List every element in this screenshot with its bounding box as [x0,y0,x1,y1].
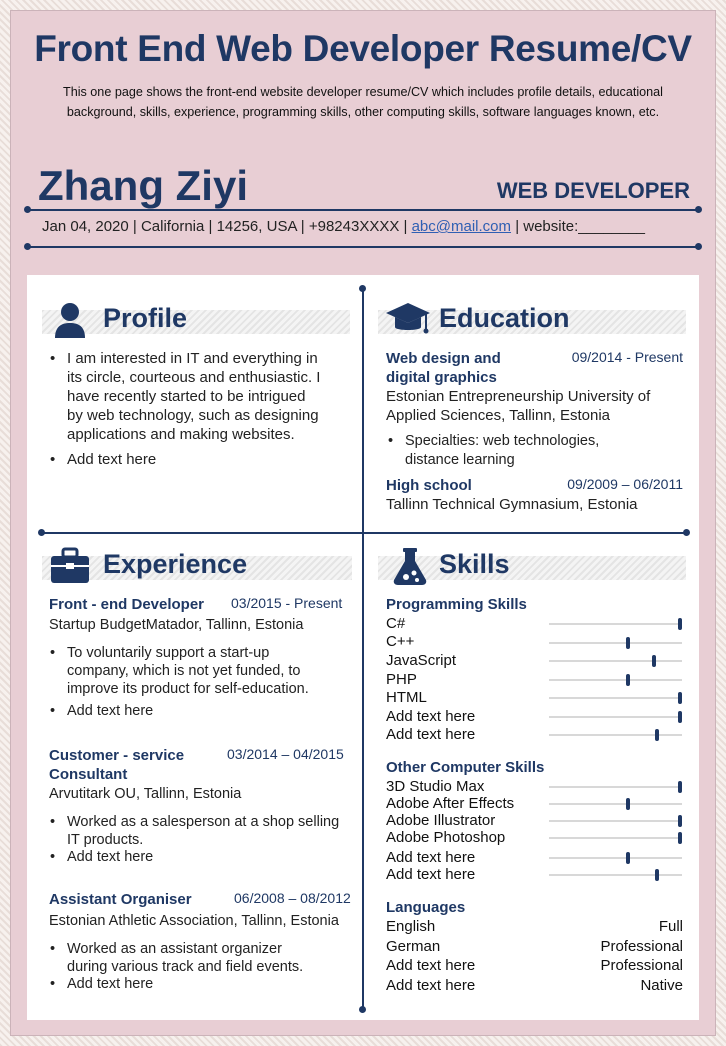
skill-level-slider [549,679,682,681]
experience-date: 03/2014 – 04/2015 [227,746,344,762]
divider-dot [695,206,702,213]
education-place-line: Applied Sciences, Tallinn, Estonia [386,407,611,424]
experience-bullet-line: IT products. [67,832,144,848]
section-band [42,310,350,334]
education-title-line: digital graphics [386,369,497,386]
graduation-cap-icon [384,300,432,340]
page-title: Front End Web Developer Resume/CV [34,28,692,69]
education-place: Tallinn Technical Gymnasium, Estonia [386,496,638,513]
skill-name: C++ [386,633,415,650]
skill-level-marker [678,692,682,704]
email-link[interactable]: abc@mail.com [411,218,512,235]
experience-bullet [48,813,339,849]
skills-heading: Skills [439,549,510,579]
experience-title-line: Consultant [49,766,128,783]
skill-level-slider [549,660,682,662]
experience-bullet-line: • Worked as a salesperson at a shop selling [67,814,340,830]
skill-level-slider [549,642,682,644]
language-level: Professional [600,938,683,955]
divider-dot [38,529,45,536]
page-subtitle [30,82,696,122]
candidate-name: Zhang Ziyi [38,162,248,209]
subtitle-line: This one page shows the front-end website developer resume/CV which includes profile details, educational [63,85,663,99]
skill-name: Add text here [386,708,476,725]
profile-text-line: by web technology, such as designing [67,407,319,424]
education-title-line: Web design and [386,350,501,367]
experience-bullet-line: company, which is not yet funded, to [67,663,301,679]
skill-level-marker [626,674,630,686]
language-level: Professional [600,957,683,974]
skill-name: Adobe Photoshop [386,829,506,846]
profile-header [42,300,350,340]
experience-bullet-line: during various track and field events. [67,959,304,975]
experience-bullet [48,940,303,976]
experience-company: Estonian Athletic Association, Tallinn, Estonia [49,913,339,929]
experience-title: Assistant Organiser [49,891,192,908]
skill-name: Add text here [386,726,476,743]
header-divider [28,209,698,211]
skill-level-marker [678,618,682,630]
education-heading: Education [439,303,570,333]
education-date: 09/2014 - Present [571,349,683,365]
divider-dot [683,529,690,536]
education-bullet [386,432,599,470]
contact-line [42,218,645,235]
divider-dot [695,243,702,250]
briefcase-icon [49,546,91,586]
experience-header [42,546,352,586]
contact-details: Jan 04, 2020 | California | 14256, USA | +98243XXXX | [42,218,408,235]
experience-title [49,746,184,784]
candidate-role: WEB DEVELOPER [496,178,690,203]
skill-level-marker [678,711,682,723]
education-header [378,300,686,340]
skill-level-marker [678,815,682,827]
skill-level-marker [655,729,659,741]
skill-level-slider [549,820,682,822]
experience-bullet [48,975,153,994]
skill-level-slider [549,857,682,859]
other-skills-heading: Other Computer Skills [386,759,545,776]
language-level: Native [640,977,683,994]
skill-level-marker [678,832,682,844]
language-name: Add text here [386,977,476,994]
skill-name: 3D Studio Max [386,778,485,795]
website-field: | website:________ [515,218,646,235]
profile-text-line: have recently started to be intrigued [67,388,306,405]
experience-bullet-line: • Add text here [67,703,154,719]
divider-dot [359,285,366,292]
education-bullet-line: distance learning [405,452,515,468]
experience-bullet [48,848,153,867]
profile-text-line: applications and making websites. [67,426,295,443]
education-title: High school [386,477,472,494]
experience-bullet [48,702,153,721]
skill-level-slider [549,623,682,625]
experience-title-line: Customer - service [49,747,185,764]
experience-bullet [48,644,309,698]
profile-bullet [48,450,156,469]
experience-date: 06/2008 – 08/2012 [234,890,351,906]
profile-text-line: • I am interested in IT and everything in [67,350,318,367]
programming-skills-heading: Programming Skills [386,596,527,613]
skill-level-marker [652,655,656,667]
education-place-line: Estonian Entrepreneurship University of [386,388,651,405]
profile-heading: Profile [103,303,188,333]
experience-date: 03/2015 - Present [231,595,343,611]
skill-level-slider [549,837,682,839]
languages-heading: Languages [386,899,466,916]
person-icon [52,300,88,340]
experience-bullet-line: • Worked as an assistant organizer [67,941,282,957]
experience-bullet-line: • To voluntarily support a start-up [67,645,270,661]
skill-level-slider [549,716,682,718]
skill-level-slider [549,697,682,699]
experience-heading: Experience [103,549,248,579]
skill-level-slider [549,874,682,876]
flask-icon [390,546,430,586]
skill-name: HTML [386,689,427,706]
experience-bullet-line: • Add text here [67,849,154,865]
skill-level-slider [549,786,682,788]
education-bullet-line: • Specialties: web technologies, [405,433,600,449]
skill-name: C# [386,615,406,632]
language-name: Add text here [386,957,476,974]
column-divider [362,289,364,1009]
education-place [386,387,650,425]
skill-level-marker [626,637,630,649]
skill-level-marker [626,798,630,810]
education-title [386,349,501,387]
divider-dot [359,1006,366,1013]
skill-name: Add text here [386,866,476,883]
divider-dot [24,206,31,213]
experience-company: Arvutitark OU, Tallinn, Estonia [49,786,242,802]
subtitle-line: background, skills, experience, programming skills, other computing skills, software languages known, etc. [66,105,660,119]
experience-title: Front - end Developer [49,596,205,613]
experience-bullet-line: • Add text here [67,976,154,992]
row-divider [42,532,686,534]
contact-divider [28,246,698,248]
language-name: English [386,918,436,935]
education-date: 09/2009 – 06/2011 [567,476,683,492]
skills-header [378,546,686,586]
divider-dot [24,243,31,250]
experience-company: Startup BudgetMatador, Tallinn, Estonia [49,617,304,633]
language-name: German [386,938,441,955]
skill-level-marker [678,781,682,793]
experience-bullet-line: improve its product for self-education. [67,681,309,697]
skill-name: Add text here [386,849,476,866]
profile-text-line: its circle, courteous and enthusiastic. I [67,369,321,386]
skill-level-slider [549,803,682,805]
profile-text-line: • Add text here [67,451,157,468]
language-level: Full [658,918,683,935]
skill-name: Adobe Illustrator [386,812,496,829]
skill-level-slider [549,734,682,736]
skill-name: Adobe After Effects [386,795,515,812]
skill-name: PHP [386,671,417,688]
skill-level-marker [626,852,630,864]
profile-bullet [48,349,348,444]
skill-level-marker [655,869,659,881]
skill-name: JavaScript [386,652,457,669]
